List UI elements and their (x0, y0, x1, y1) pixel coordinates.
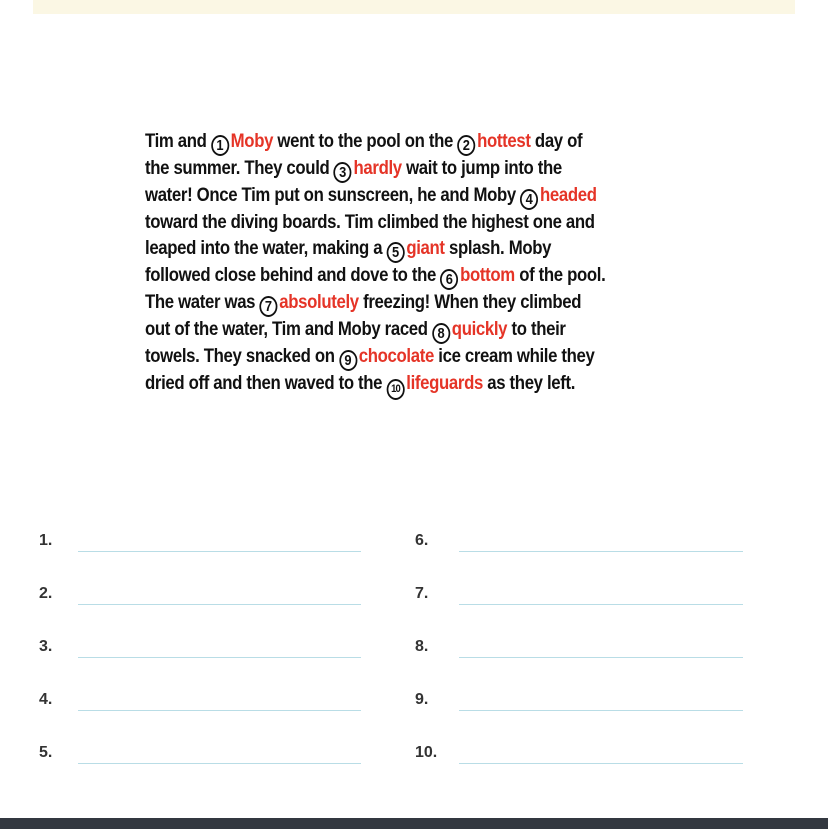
answer-row (39, 638, 361, 662)
highlighted-word: lifeguards (406, 371, 483, 394)
story-text: ice cream while they (433, 344, 595, 367)
answer-row (39, 691, 361, 715)
story-text: of the pool. (514, 263, 606, 286)
highlighted-word: giant (406, 236, 445, 259)
circled-number: 7 (259, 296, 277, 317)
circled-number: 3 (334, 162, 352, 183)
answer-blank-line[interactable] (78, 657, 361, 658)
answer-number: 9. (415, 691, 429, 708)
story-text: to their (507, 317, 566, 340)
story-text: as they left. (482, 371, 576, 394)
highlighted-word: Moby (230, 130, 274, 152)
highlighted-word: hardly (353, 157, 402, 179)
answer-blank-line[interactable] (78, 763, 361, 764)
answer-blank-line[interactable] (459, 551, 743, 552)
answer-number: 3. (39, 638, 53, 655)
answer-blank-line[interactable] (78, 604, 361, 605)
story-text: leaped into the water, making a (145, 236, 387, 259)
answer-number: 8. (415, 638, 429, 655)
answer-number: 10. (415, 744, 438, 761)
answer-blank-line[interactable] (78, 710, 361, 711)
story-text: toward the diving boards. Tim climbed the highest one and (145, 211, 595, 233)
answer-blank-line[interactable] (459, 710, 743, 711)
circled-number: 2 (457, 135, 475, 156)
highlighted-word: headed (540, 184, 597, 206)
story-text: out of the water, Tim and Moby raced (145, 317, 433, 340)
story-text: the summer. They could (145, 157, 334, 179)
story-text: followed close behind and dove to the (145, 263, 441, 286)
story-text: wait to jump into the (401, 157, 562, 179)
answer-blank-line[interactable] (459, 604, 743, 605)
circled-number: 9 (339, 350, 357, 371)
highlighted-word: chocolate (358, 344, 434, 367)
highlighted-word: bottom (460, 263, 515, 286)
answer-number: 2. (39, 585, 53, 602)
answer-number: 1. (39, 532, 53, 549)
answer-row (39, 532, 361, 556)
answer-number: 4. (39, 691, 53, 708)
answer-blank-line[interactable] (459, 657, 743, 658)
story-text: dried off and then waved to the (145, 371, 387, 394)
circled-number: 6 (440, 269, 458, 290)
circled-number: 5 (387, 242, 405, 263)
highlighted-word: absolutely (279, 290, 359, 313)
answer-row (415, 532, 743, 556)
circled-number: 4 (520, 189, 538, 210)
answer-row (39, 744, 361, 768)
bottom-bar (0, 818, 828, 829)
answer-number: 6. (415, 532, 429, 549)
answer-row (415, 691, 743, 715)
highlighted-word: hottest (477, 130, 531, 152)
story-text: splash. Moby (444, 236, 552, 259)
story-text: towels. They snacked on (145, 344, 339, 367)
story-text: freezing! When they climbed (358, 290, 582, 313)
highlighted-word: quickly (451, 317, 508, 340)
answer-row (415, 638, 743, 662)
answer-blank-line[interactable] (78, 551, 361, 552)
circled-number: 1 (211, 135, 229, 156)
answer-row (415, 744, 743, 768)
circled-number: 8 (432, 323, 450, 344)
answer-row (39, 585, 361, 609)
answer-blank-line[interactable] (459, 763, 743, 764)
story-text: day of (530, 130, 583, 152)
story-text: Tim and (145, 130, 211, 152)
answer-number: 5. (39, 744, 53, 761)
answer-number: 7. (415, 585, 429, 602)
answer-row (415, 585, 743, 609)
story-text: The water was (145, 290, 260, 313)
story-text: water! Once Tim put on sunscreen, he and Moby (145, 184, 521, 206)
circled-number: 10 (386, 379, 404, 400)
story-text: went to the pool on the (273, 130, 458, 152)
